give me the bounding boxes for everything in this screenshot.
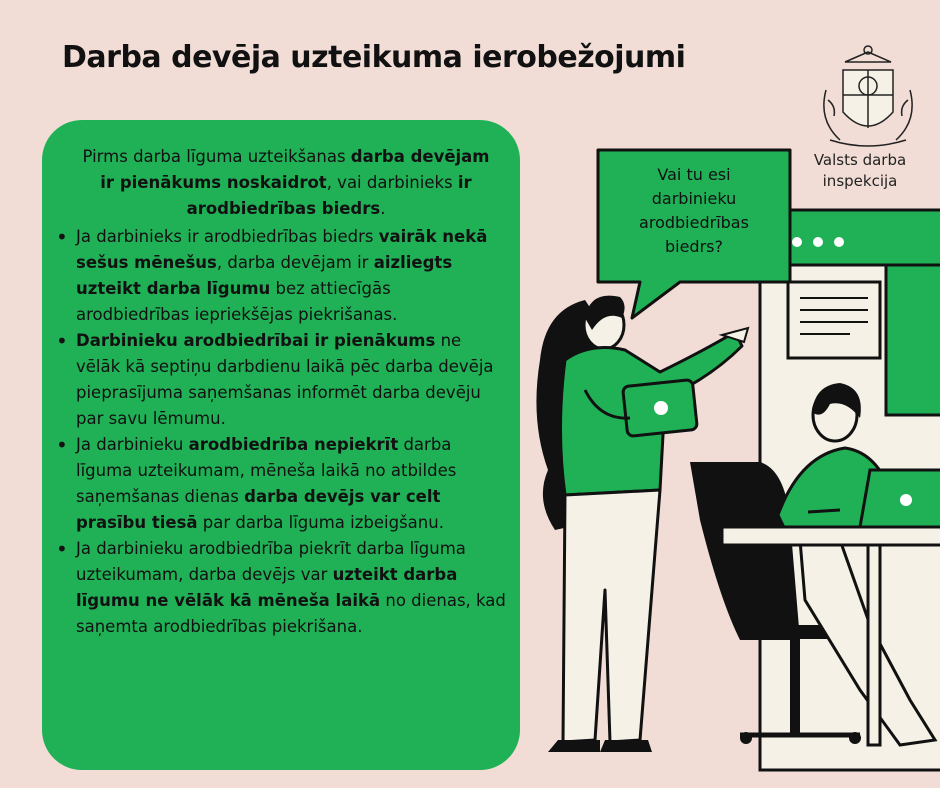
item-text: bez attiecīgās arodbiedrības iepriekšējas piekrišanas.: [76, 279, 398, 324]
item-text: Ja darbinieks ir arodbiedrības biedrs: [76, 227, 379, 246]
intro-text: Pirms darba līguma uzteikšanas: [82, 147, 351, 166]
list-item: [76, 224, 508, 328]
item-bold: darba devējs var celt prasību tiesā: [76, 487, 441, 532]
item-bold: Darbinieku arodbiedrībai ir pienākums: [76, 331, 436, 350]
item-text: par darba līguma izbeigšanu.: [197, 513, 444, 532]
item-text: Ja darbinieku: [76, 435, 189, 454]
list-item: [76, 328, 508, 432]
brand-line-1: Valsts darba: [813, 151, 907, 169]
speech-bubble: [614, 163, 774, 259]
list-item: [76, 432, 508, 536]
item-bold: uzteikt darba līgumu ne vēlāk kā mēneša laikā: [76, 565, 458, 610]
intro-bold: ir arodbiedrības biedrs: [186, 173, 472, 218]
rules-list: [56, 224, 508, 640]
speech-line: Vai tu esi: [657, 165, 731, 184]
intro-text: , vai darbinieks: [326, 173, 458, 192]
item-text: no dienas, kad saņemta arodbiedrības piekrišana.: [76, 591, 506, 636]
coat-of-arms-logo: [824, 46, 912, 146]
intro-paragraph: [74, 144, 498, 222]
intro-bold: darba devējam ir pienākums noskaidrot: [100, 147, 490, 192]
item-bold: arodbiedrība nepiekrīt: [188, 435, 399, 454]
page-title: Darba devēja uzteikuma ierobežojumi: [62, 40, 686, 75]
speech-line: darbinieku: [651, 189, 737, 208]
brand-name: [808, 150, 912, 192]
brand-line-2: inspekcija: [822, 172, 898, 190]
item-bold: aizliegts uzteikt darba līgumu: [76, 253, 453, 298]
item-text: Ja darbinieku arodbiedrība piekrīt darba līguma uzteikumam, darba devējs var: [76, 539, 466, 584]
intro-text: .: [380, 199, 386, 218]
item-bold: vairāk nekā sešus mēnešus: [76, 227, 488, 272]
list-item: [76, 536, 508, 640]
item-text: darba līguma uzteikumam, mēneša laikā no atbildes saņemšanas dienas: [76, 435, 457, 506]
item-text: ne vēlāk kā septiņu darbdienu laikā pēc darba devēja pieprasījuma saņemšanas informēt darba devēju par savu lēmumu.: [76, 331, 494, 428]
info-panel: [42, 120, 520, 770]
item-text: , darba devējam ir: [216, 253, 374, 272]
speech-line: biedrs?: [664, 237, 723, 256]
speech-line: arodbiedrības: [639, 213, 749, 232]
